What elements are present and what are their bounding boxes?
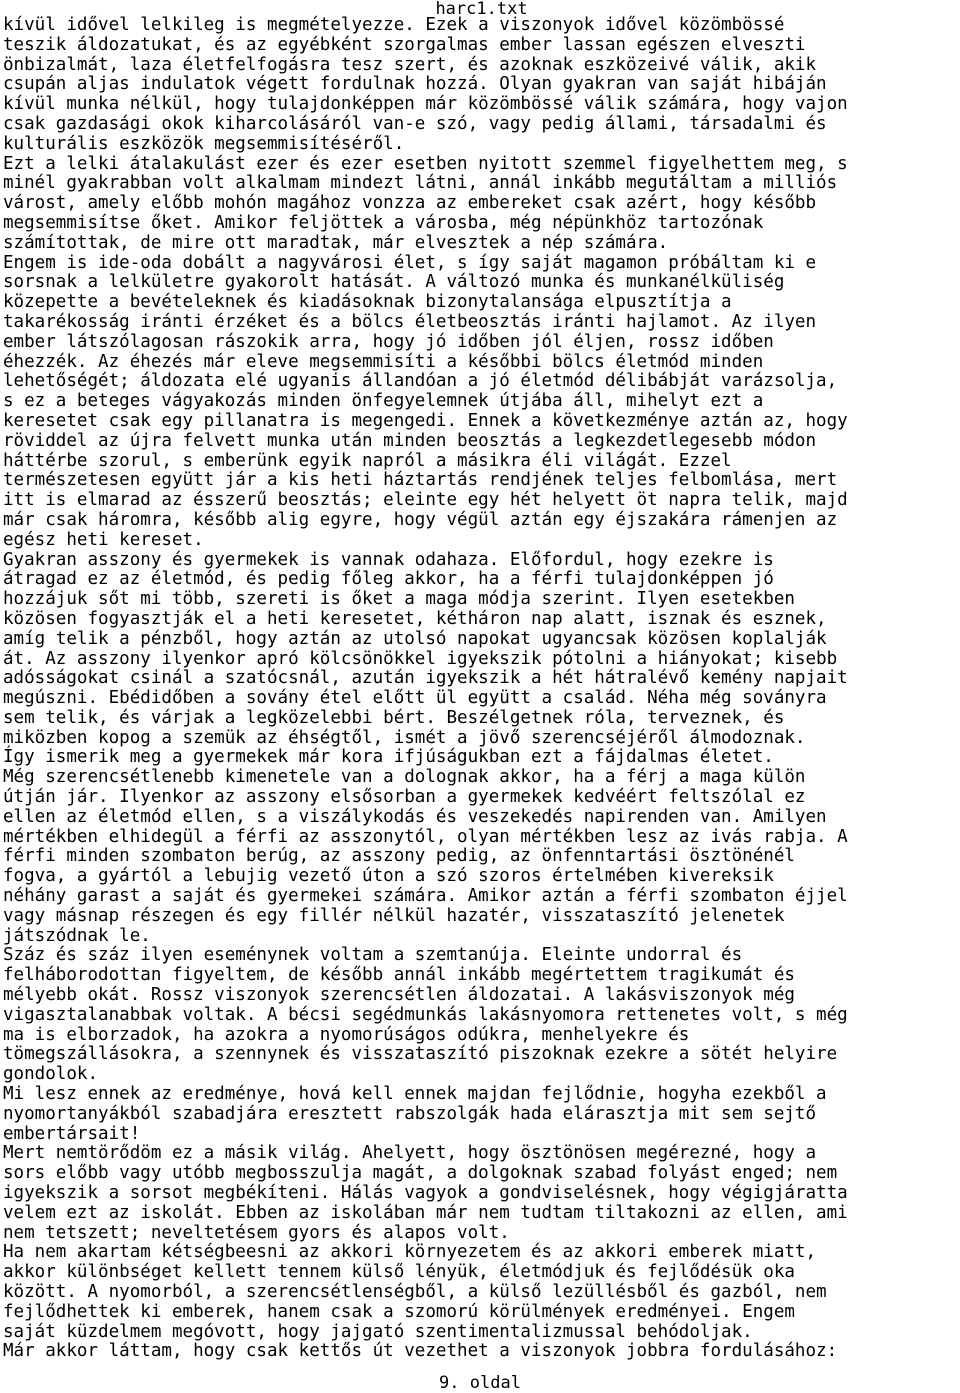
text-line: fejlődhettek ki emberek, hanem csak a szomorú körülmények eredményei. Engem <box>3 1301 795 1322</box>
text-line: sors előbb vagy utóbb megbosszulja magát, a dolgoknak szabad folyást enged; nem <box>3 1163 838 1184</box>
text-line: kívül munka nélkül, hogy tulajdonképpen már közömbössé válik számára, hogy vajon <box>3 94 848 115</box>
text-line: lehetőségét; áldozata elé ugyanis állandóan a jó életmód délibábját varázsolja, <box>3 371 838 392</box>
text-line: vagy másnap részegen és egy fillér nélkül hazatér, visszataszító jelenetek <box>3 905 785 926</box>
text-line: csak gazdasági okok kiharcolásáról van-e szó, vagy pedig állami, társadalmi és <box>3 113 827 134</box>
text-line: Mert nemtörődöm ez a másik világ. Ahelyett, hogy ösztönösen megérezné, hogy a <box>3 1143 817 1164</box>
text-line: Már akkor láttam, hogy csak kettős út vezethet a viszonyok jobbra fordulásához: <box>3 1341 838 1362</box>
text-line: ma is elborzadok, ha azokra a nyomorúságos odúkra, menhelyekre és <box>3 1024 690 1045</box>
text-line: egész heti kereset. <box>3 529 204 550</box>
text-line: adósságokat csinál a szatócsnál, azután igyekszik a hét hátralévő kemény napjait <box>3 668 848 689</box>
text-line: mélyebb okát. Rossz viszonyok szerencsétlen áldozatai. A lakásviszonyok még <box>3 985 795 1006</box>
text-line: között. A nyomorból, a szerencsétlenségből, a külső lezüllésből és gazból, nem <box>3 1282 827 1302</box>
text-line: természetesen együtt jár a kis heti háztartás rendjének teljes felbomlása, mert <box>3 470 838 491</box>
text-line: Száz és száz ilyen eseménynek voltam a szemtanúja. Eleinte undorral és <box>3 945 743 966</box>
text-line: embertársait! <box>3 1123 141 1144</box>
text-line: megsemmisítse őket. Amikor feljöttek a városba, még népünkhöz tartozónak <box>3 212 764 233</box>
text-line: takarékosság iránti érzéket és a bölcs életbeosztás iránti hajlamot. Az ilyen <box>3 311 817 332</box>
text-line: át. Az asszony ilyenkor apró kölcsönökkel igyekszik pótolni a hiányokat; kisebb <box>3 648 838 669</box>
text-line: itt is elmarad az ésszerű beosztás; eleinte egy hét helyett öt napra telik, majd <box>3 490 848 511</box>
text-line: mértékben elhidegül a férfi az asszonytól, olyan mértékben lesz az ivás rabja. A <box>3 826 848 847</box>
text-line: Mi lesz ennek az eredménye, hová kell ennek majdan fejlődnie, hogyha ezekből a <box>3 1084 827 1105</box>
text-line: kulturális eszközök megsemmisítéséről. <box>3 133 405 154</box>
page-number-footer: 9. oldal <box>439 1373 521 1393</box>
text-line: férfi minden szombaton berúg, az asszony pedig, az önfenntartási ösztönénél <box>3 846 795 867</box>
text-line: háttérbe szorul, s emberünk egyik napról a másikra éli világát. Ezzel <box>3 450 732 471</box>
text-line: fogva, a gyártól a lebujig vezető úton a szó szoros értelmében kivereksik <box>3 866 774 887</box>
text-line: nem tetszett; neveltetésem gyors és alapos volt. <box>3 1222 510 1243</box>
document-filename-header: harc1.txt <box>435 0 528 19</box>
text-line: akkor különbséget kellett tennem külső lényük, életmódjuk és fejlődésük oka <box>3 1262 795 1283</box>
text-line: teszik áldozatukat, és az egyébként szorgalmas ember lassan egészen elveszti <box>3 34 806 55</box>
text-line: sem telik, és várjak a legközelebbi bért. Beszélgetnek róla, terveznek, és <box>3 707 785 728</box>
text-line: átragad ez az életmód, és pedig főleg akkor, ha a férfi tulajdonképpen jó <box>3 569 774 590</box>
text-line: Még szerencsétlenebb kimenetele van a dolognak akkor, ha a férj a maga külön <box>3 767 806 788</box>
text-line: vigasztalanabbak voltak. A bécsi segédmunkás lakásnyomora rettenetes volt, s még <box>3 1004 848 1025</box>
text-line: csupán aljas indulatok végett fordulnak hozzá. Olyan gyakran van saját hibáján <box>3 74 827 95</box>
text-line: minél gyakrabban volt alkalmam mindezt látni, annál inkább megutáltam a milliós <box>3 173 838 194</box>
text-line: játszódnak le. <box>3 925 151 946</box>
text-line: velem ezt az iskolát. Ebben az iskolában már nem tudtam tiltakozni az ellen, ami <box>3 1202 848 1223</box>
text-line: igyekszik a sorsot megbékíteni. Hálás vagyok a gondviselésnek, hogy végigjáratta <box>3 1183 848 1204</box>
text-line: keresetet csak egy pillanatra is megengedi. Ennek a következménye aztán az, hogy <box>3 410 848 431</box>
text-line: nyomortanyákból szabadjára eresztett rabszolgák hada elárasztja mit sem sejtő <box>3 1103 817 1124</box>
text-line: s ez a beteges vágyakozás minden önfegyelemnek útjába áll, mihelyt ezt a <box>3 391 764 412</box>
text-line: Gyakran asszony és gyermekek is vannak odahaza. Előfordul, hogy ezekre is <box>3 549 774 570</box>
text-line: Így ismerik meg a gyermekek már kora ifjúságukban ezt a fájdalmas életet. <box>3 747 774 768</box>
text-line: már csak háromra, később alig egyre, hogy végül aztán egy éjszakára rámenjen az <box>3 509 838 530</box>
text-line: miközben kopog a szemük az éhségtől, ismét a jövő szerencséjéről álmodoznak. <box>3 727 806 748</box>
text-line: sorsnak a lelkületre gyakorolt hatását. A változó munka és munkanélküliség <box>3 272 785 293</box>
text-line: amíg telik a pénzből, hogy aztán az utolsó napokat ugyancsak közösen koplalják <box>3 628 827 649</box>
text-line: Ezt a lelki átalakulást ezer és ezer esetben nyitott szemmel figyelhettem meg, s <box>3 153 848 174</box>
text-line: néhány garast a saját és gyermekei számára. Amikor aztán a férfi szombaton éjjel <box>3 886 848 907</box>
text-line: közepette a bevételeknek és kiadásoknak bizonytalansága elpusztítja a <box>3 292 732 313</box>
text-line: röviddel az újra felvett munka után minden beosztás a legkezdetlegesebb módon <box>3 430 817 451</box>
text-line: Engem is ide-oda dobált a nagyvárosi élet, s így saját magamon próbáltam ki e <box>3 252 817 273</box>
text-line: számítottak, de mire ott maradtak, már elvesztek a nép számára. <box>3 232 669 253</box>
text-line: felháborodottan figyeltem, de később annál inkább megértettem tragikumát és <box>3 965 795 986</box>
text-line: saját küzdelmem megóvott, hogy jajgató szentimentalizmussal behódoljak. <box>3 1321 753 1342</box>
text-line: kívül idővel lelkileg is megmételyezze. Ezek a viszonyok idővel közömbössé <box>3 15 785 35</box>
text-line: útján jár. Ilyenkor az asszony elsősorban a gyermekek kedvéért feltszólal ez <box>3 787 806 808</box>
text-line: éhezzék. Az éhezés már eleve megsemmisíti a későbbi bölcs életmód minden <box>3 351 764 372</box>
document-body-text <box>3 16 960 1362</box>
text-line: ember látszólagosan rászokik arra, hogy jó időben jól éljen, rossz időben <box>3 331 774 352</box>
text-line: várost, amely előbb mohón magához vonzza az embereket csak azért, hogy később <box>3 193 817 214</box>
text-line: Ha nem akartam kétségbeesni az akkori környezetem és az akkori emberek miatt, <box>3 1242 817 1263</box>
text-line: önbizalmát, laza életfelfogásra tesz szert, és azoknak eszközeivé válik, akik <box>3 54 817 75</box>
text-line: megúszni. Ebédidőben a sovány étel előtt ül együtt a család. Néha még soványra <box>3 688 827 709</box>
text-line: tömegszállásokra, a szennynek és visszataszító piszoknak ezekre a sötét helyire <box>3 1044 838 1065</box>
text-line: közösen fogyasztják el a heti keresetet, kétháron nap alatt, isznak és esznek, <box>3 608 827 629</box>
text-line: hozzájuk sőt mi több, szereti is őket a maga módja szerint. Ilyen esetekben <box>3 589 795 610</box>
text-line: gondolok. <box>3 1064 99 1085</box>
text-line: ellen az életmód ellen, s a viszálykodás és veszekedés napirenden van. Amilyen <box>3 806 827 827</box>
